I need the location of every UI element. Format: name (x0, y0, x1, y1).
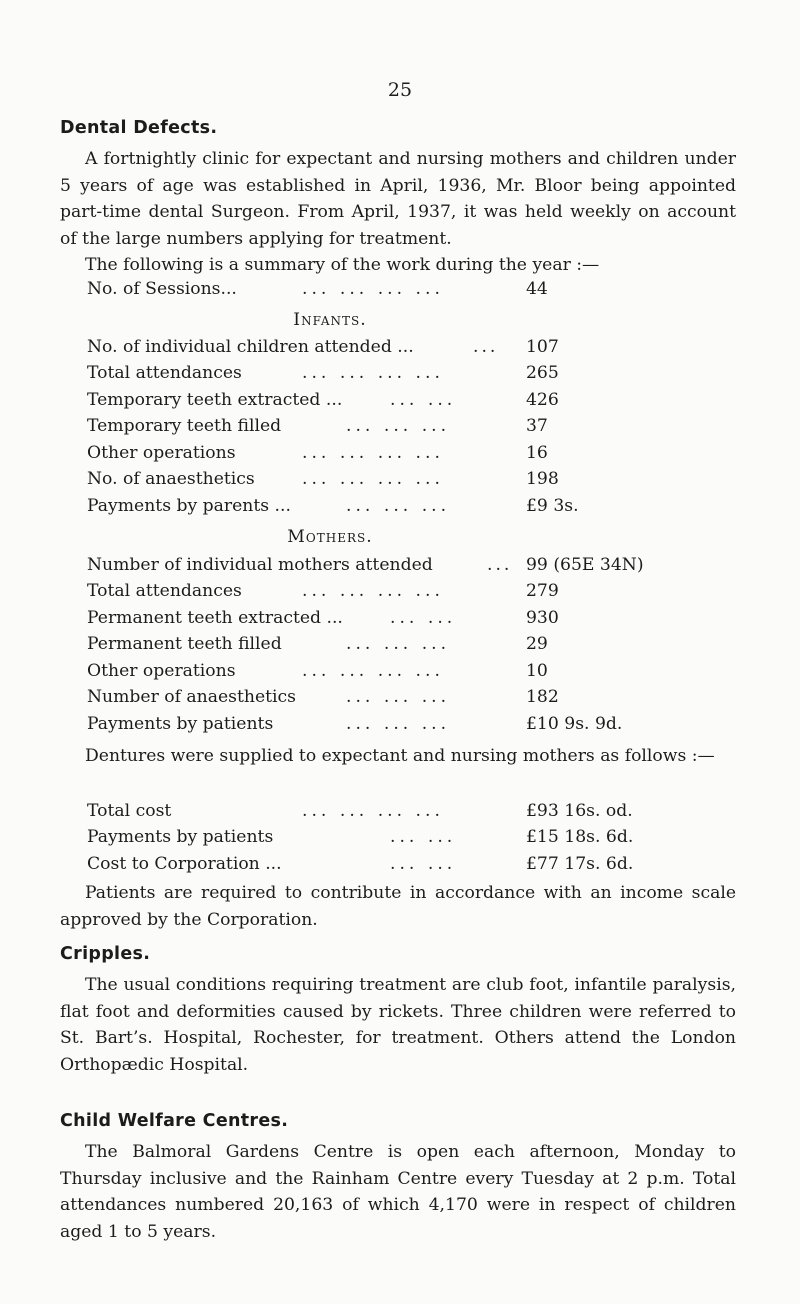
row-value: £77 17s. 6d. (526, 854, 634, 874)
row-value: 279 (526, 581, 559, 601)
table-row: Temporary teeth extracted ... (87, 390, 343, 410)
table-row: No. of individual children attended ... (87, 337, 414, 357)
table-row: Number of individual mothers attended (87, 555, 433, 575)
table-row: Total attendances (87, 581, 242, 601)
table-row: Temporary teeth filled (87, 416, 282, 436)
row-leader: ... ... ... ... (302, 443, 444, 463)
row-value: 10 (526, 661, 548, 681)
table-row: Payments by patients (87, 714, 274, 734)
table-row: Payments by parents ... (87, 496, 291, 516)
table-row: Permanent teeth extracted ... (87, 608, 343, 628)
row-value: 930 (526, 608, 559, 628)
infants-heading: Infants. (293, 310, 367, 330)
sessions-label (87, 279, 237, 299)
table-row: Other operations (87, 661, 236, 681)
dentures-intro: Dentures were supplied to expectant and nursing mothers as follows :— (85, 746, 715, 766)
row-leader: ... ... ... (346, 714, 451, 734)
row-value: £9 3s. (526, 496, 579, 516)
row-leader: ... ... ... (346, 416, 451, 436)
row-leader: ... ... (390, 827, 457, 847)
table-row: Cost to Corporation ... (87, 854, 282, 874)
income-note: Patients are required to contribute in accordance with an income scale approved by the Corporation. (60, 883, 736, 930)
row-leader: ... ... (390, 854, 457, 874)
row-leader: ... ... (390, 608, 457, 628)
row-leader: ... ... ... ... (302, 363, 444, 383)
row-leader: ... (473, 337, 499, 357)
row-value: £15 18s. 6d. (526, 827, 634, 847)
table-row: Total cost (87, 801, 172, 821)
child-welfare-paragraph: The Balmoral Gardens Centre is open each afternoon, Monday to Thursday inclusive and the Rainham Centre every Tuesday at 2 p.m. Total attendances numbered 20,163 of which 4,170 were in respect of children aged 1 to 5 years. (60, 1142, 736, 1242)
row-leader: ... ... (390, 390, 457, 410)
page-number: 25 (387, 79, 413, 101)
row-value: £10 9s. 9d. (526, 714, 623, 734)
row-leader: ... (487, 555, 513, 575)
row-value: 426 (526, 390, 559, 410)
dental-intro-paragraph: A fortnightly clinic for expectant and nursing mothers and children under 5 years of age was established in April, 1936, Mr. Bloor being appointed part-time dental Surgeon. From April, 1937, it was held weekly on account of the large numbers applying for treatment. (60, 149, 736, 249)
cripples-heading: Cripples. (60, 944, 151, 964)
row-value: 29 (526, 634, 548, 654)
table-row: No. of anaesthetics (87, 469, 255, 489)
table-row: Number of anaesthetics (87, 687, 296, 707)
table-row: Payments by patients (87, 827, 274, 847)
child-welfare-heading: Child Welfare Centres. (60, 1111, 289, 1131)
row-leader: ... ... ... (346, 496, 451, 516)
cripples-paragraph: The usual conditions requiring treatment are club foot, infantile paralysis, flat foot and deformities caused by rickets. Three children were referred to St. Bart’s. Hospital, Rochester, for treatment. Others attend the London Orthopædic Hospital. (60, 975, 736, 1075)
row-leader: ... ... ... ... (302, 661, 444, 681)
sessions-leader: ... ... ... ... (302, 279, 444, 299)
row-leader: ... ... ... (346, 634, 451, 654)
row-leader: ... ... ... ... (302, 801, 444, 821)
row-value: 16 (526, 443, 548, 463)
table-row: Other operations (87, 443, 236, 463)
row-leader: ... ... ... ... (302, 581, 444, 601)
table-row: Total attendances (87, 363, 242, 383)
row-leader: ... ... ... (346, 687, 451, 707)
row-value: £93 16s. od. (526, 801, 633, 821)
table-row: Permanent teeth filled (87, 634, 282, 654)
row-value: 182 (526, 687, 559, 707)
row-value: 107 (526, 337, 559, 357)
row-value: 198 (526, 469, 559, 489)
row-label: No. of Sessions... (87, 279, 237, 299)
dental-defects-heading: Dental Defects. (60, 118, 218, 138)
row-value: 37 (526, 416, 548, 436)
row-value: 265 (526, 363, 559, 383)
mothers-heading: Mothers. (287, 527, 373, 547)
sessions-value: 44 (526, 279, 548, 299)
row-leader: ... ... ... ... (302, 469, 444, 489)
summary-intro: The following is a summary of the work during the year :— (85, 255, 600, 275)
row-value: 99 (65E 34N) (526, 555, 644, 575)
